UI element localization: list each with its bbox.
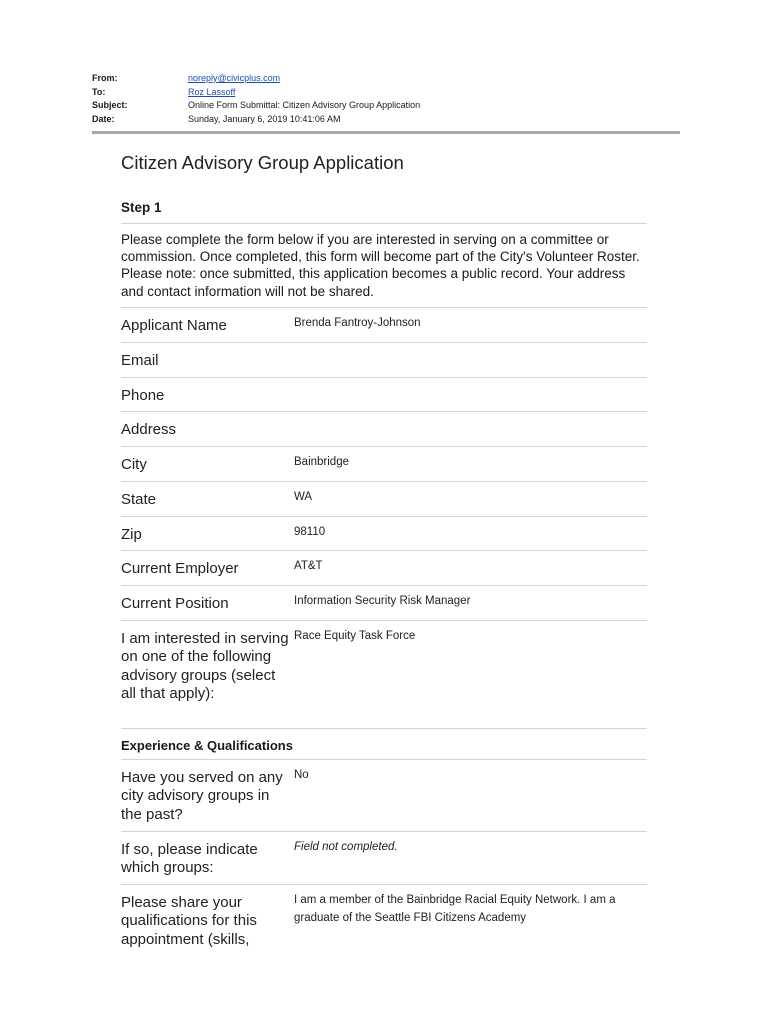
field-row-which-groups bbox=[121, 832, 647, 885]
date-value: Sunday, January 6, 2019 10:41:06 AM bbox=[188, 113, 341, 124]
field-row-applicant-name bbox=[121, 308, 647, 343]
field-value bbox=[294, 412, 647, 446]
field-value: 98110 bbox=[294, 526, 326, 538]
field-row-zip bbox=[121, 517, 647, 551]
field-value: Race Equity Task Force bbox=[294, 630, 416, 642]
field-value: I am a member of the Bainbridge Racial Equity Network. I am a graduate of the Seattle FBI Citizens Academy bbox=[294, 894, 616, 924]
from-row bbox=[92, 72, 682, 86]
field-label: Have you served on any city advisory groups in the past? bbox=[121, 769, 283, 823]
subject-value: Online Form Submittal: Citizen Advisory Group Application bbox=[188, 100, 421, 110]
field-label: City bbox=[121, 456, 147, 473]
date-row bbox=[92, 113, 682, 127]
form-body bbox=[121, 150, 647, 963]
field-row-address bbox=[121, 412, 647, 447]
from-email-link[interactable]: noreply@civicplus.com bbox=[188, 73, 281, 83]
field-value bbox=[294, 343, 647, 377]
to-label: To: bbox=[92, 86, 106, 97]
field-row-email bbox=[121, 343, 647, 378]
field-label: Email bbox=[121, 352, 159, 369]
field-value: Brenda Fantroy-Johnson bbox=[294, 317, 421, 329]
field-label: Current Employer bbox=[121, 560, 239, 577]
date-label: Date: bbox=[92, 113, 115, 124]
field-row-current-employer bbox=[121, 551, 647, 586]
field-label: If so, please indicate which groups: bbox=[121, 841, 258, 877]
subject-label: Subject: bbox=[92, 100, 128, 110]
field-value: Bainbridge bbox=[294, 456, 349, 468]
field-label: I am interested in serving on one of the following advisory groups (select all that apply): bbox=[121, 630, 289, 702]
field-label: Current Position bbox=[121, 595, 229, 612]
field-value: Field not completed. bbox=[294, 841, 398, 853]
field-row-state bbox=[121, 482, 647, 517]
from-label: From: bbox=[92, 73, 118, 83]
field-label: Address bbox=[121, 421, 177, 438]
field-value: AT&T bbox=[294, 560, 323, 572]
to-recipient-link[interactable]: Roz Lassoff bbox=[188, 86, 236, 97]
field-label: Applicant Name bbox=[121, 317, 227, 334]
form-title: Citizen Advisory Group Application bbox=[121, 152, 404, 173]
field-row-served-before bbox=[121, 760, 647, 832]
form-intro: Please complete the form below if you are interested in serving on a committee or commission. Once completed, this form will become part of the City's Volunteer Roster. Please note: once submitted, this application becomes a public record. Your address and contact information will not be shared. bbox=[121, 224, 647, 308]
header-divider bbox=[92, 131, 680, 134]
field-row-city bbox=[121, 447, 647, 482]
field-value: Information Security Risk Manager bbox=[294, 595, 471, 607]
field-value: WA bbox=[294, 491, 313, 503]
field-row-qualifications bbox=[121, 885, 647, 963]
field-row-phone bbox=[121, 378, 647, 412]
subject-row bbox=[92, 99, 682, 113]
step-heading: Step 1 bbox=[121, 190, 647, 224]
field-label: Phone bbox=[121, 387, 165, 404]
email-header bbox=[92, 72, 682, 126]
field-row-current-position bbox=[121, 586, 647, 621]
field-label: State bbox=[121, 491, 157, 508]
section-heading-experience: Experience & Qualifications bbox=[121, 729, 647, 760]
field-value: No bbox=[294, 769, 309, 781]
to-row bbox=[92, 86, 682, 100]
field-value bbox=[294, 378, 647, 411]
field-label: Zip bbox=[121, 526, 142, 543]
field-row-advisory-groups bbox=[121, 621, 647, 729]
field-label: Please share your qualifications for this appointment (skills, bbox=[121, 894, 257, 948]
